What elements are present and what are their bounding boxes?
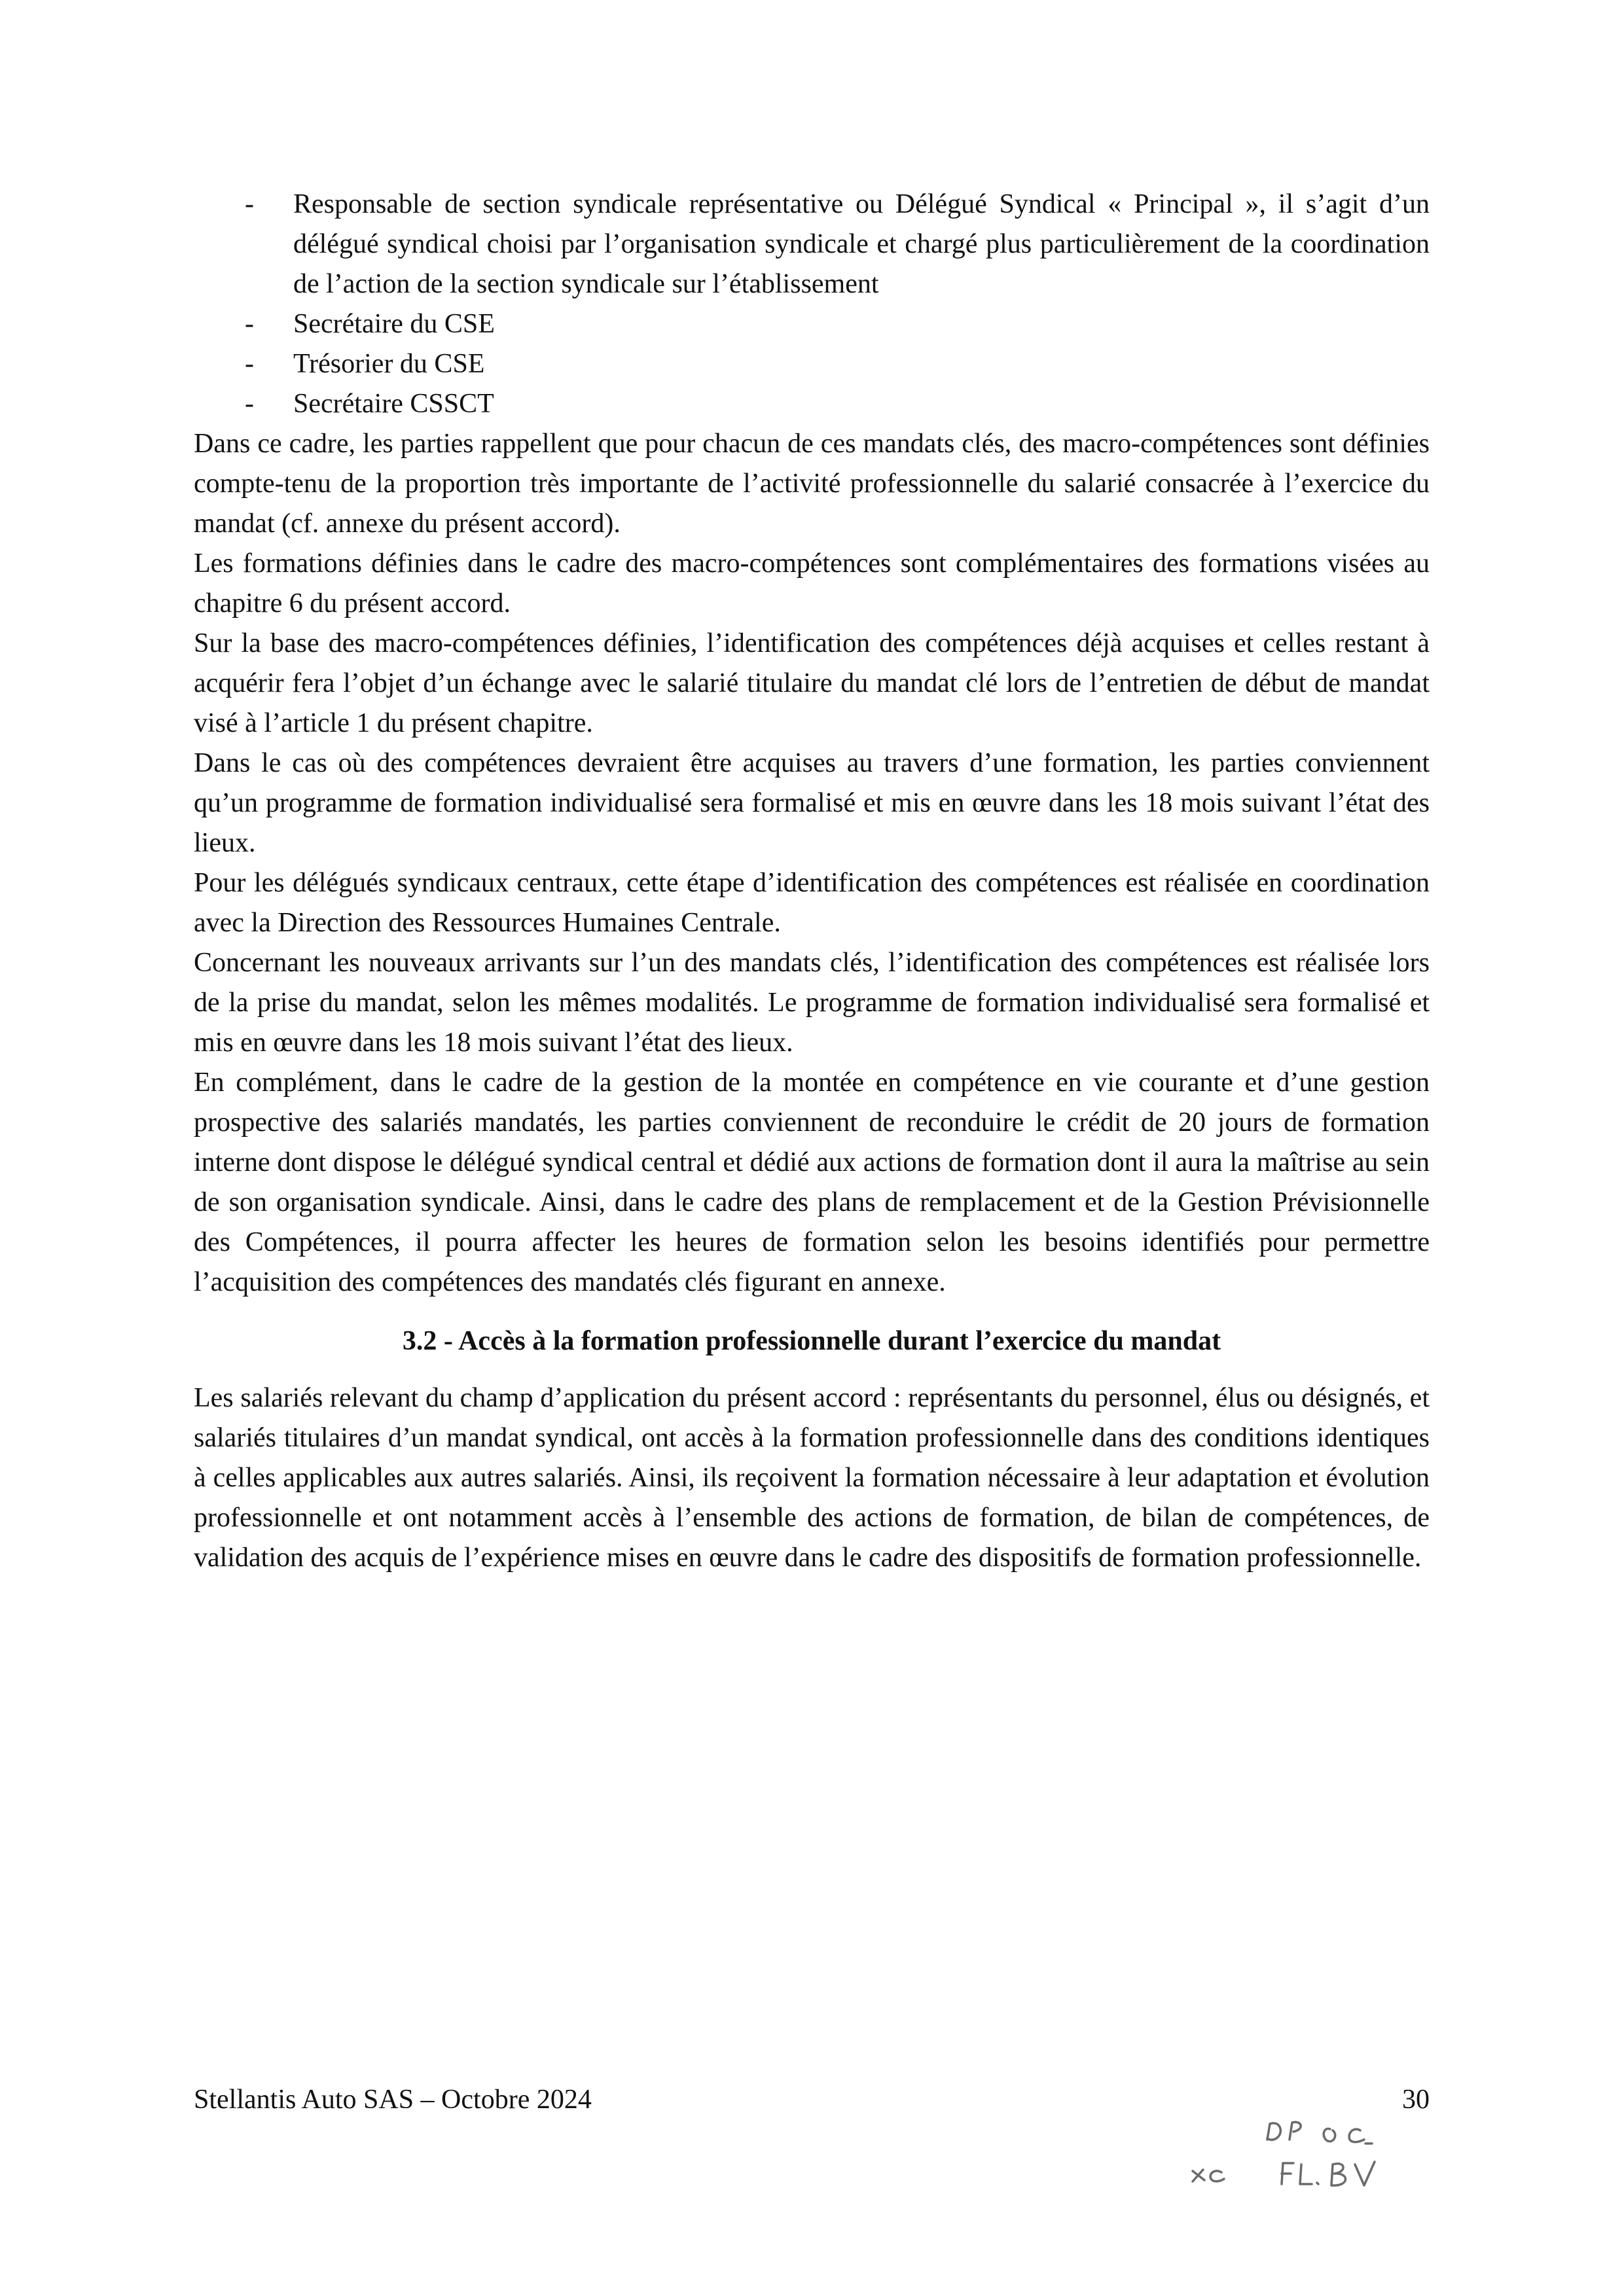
bullet-dash: - <box>245 389 254 419</box>
document-page <box>194 185 1430 1578</box>
footer-company-date: Stellantis Auto SAS – Octobre 2024 <box>194 2085 592 2115</box>
list-item <box>194 384 1430 424</box>
paragraph-acces-formation: Les salariés relevant du champ d’application du présent accord : représentants du personnel, élus ou désignés, et salariés titulaires d’un mandat syndical, ont accès à la formation professionnelle dans des conditions identiques à celles applicables aux autres salariés. Ainsi, ils reçoivent la formation nécessaire à leur adaptation et évolution professionnelle et ont notamment accès à l’ensemble des actions de formation, de bilan de compétences, de validation des acquis de l’expérience mises en œuvre dans le cadre des dispositifs de formation professionnelle. <box>194 1383 1430 1573</box>
paragraph-delegues-centraux: Pour les délégués syndicaux centraux, cette étape d’identification des compétences est réalisée en coordination avec la Direction des Ressources Humaines Centrale. <box>194 868 1430 938</box>
bullet-dash: - <box>245 189 254 219</box>
list-item-text: Secrétaire CSSCT <box>293 389 494 419</box>
initials-signature-icon <box>1178 2104 1440 2209</box>
list-item-text: Secrétaire du CSE <box>293 309 495 339</box>
list-item-text: Responsable de section syndicale représentative ou Délégué Syndical « Principal », il s’agit d’un délégué syndical choisi par l’organisation syndicale et chargé plus particulièrement de la coordination de l’action de la section syndicale sur l’établissement <box>293 189 1430 299</box>
mandate-list <box>194 185 1430 424</box>
bullet-dash: - <box>245 309 254 339</box>
paragraph-formations-complementaires: Les formations définies dans le cadre des macro-compétences sont complémentaires des formations visées au chapitre 6 du présent accord. <box>194 548 1430 619</box>
paragraph-complement: En complément, dans le cadre de la gestion de la montée en compétence en vie courante et d’une gestion prospective des salariés mandatés, les parties conviennent de reconduire le crédit de 20 jours de formation interne dont dispose le délégué syndical central et dédié aux actions de formation dont il aura la maîtrise au sein de son organisation syndicale. Ainsi, dans le cadre des plans de remplacement et de la Gestion Prévisionnelle des Compétences, il pourra affecter les heures de formation selon les besoins identifiés pour permettre l’acquisition des compétences des mandatés clés figurant en annexe. <box>194 1067 1430 1297</box>
list-item <box>194 304 1430 344</box>
paragraph-identification-competences: Sur la base des macro-compétences définies, l’identification des compétences déjà acquises et celles restant à acquérir fera l’objet d’un échange avec le salarié titulaire du mandat clé lors de l’entretien de début de mandat visé à l’article 1 du présent chapitre. <box>194 628 1430 738</box>
section-heading: 3.2 - Accès à la formation professionnelle durant l’exercice du mandat <box>402 1326 1221 1356</box>
list-item-text: Trésorier du CSE <box>293 349 485 379</box>
bullet-dash: - <box>245 349 254 379</box>
page-number: 30 <box>1402 2085 1430 2115</box>
handwritten-initials <box>1178 2104 1440 2209</box>
paragraph-programme-formation: Dans le cas où des compétences devraient être acquises au travers d’une formation, les parties conviennent qu’un programme de formation individualisé sera formalisé et mis en œuvre dans les 18 mois suivant l’état des lieux. <box>194 748 1430 858</box>
paragraph-macro-competences: Dans ce cadre, les parties rappellent que pour chacun de ces mandats clés, des macro-compétences sont définies compte-tenu de la proportion très importante de l’activité professionnelle du salarié consacrée à l’exercice du mandat (cf. annexe du présent accord). <box>194 429 1430 539</box>
list-item <box>194 185 1430 304</box>
list-item <box>194 344 1430 384</box>
paragraph-nouveaux-arrivants: Concernant les nouveaux arrivants sur l’un des mandats clés, l’identification des compétences est réalisée lors de la prise du mandat, selon les mêmes modalités. Le programme de formation individualisé sera formalisé et mis en œuvre dans les 18 mois suivant l’état des lieux. <box>194 948 1430 1058</box>
